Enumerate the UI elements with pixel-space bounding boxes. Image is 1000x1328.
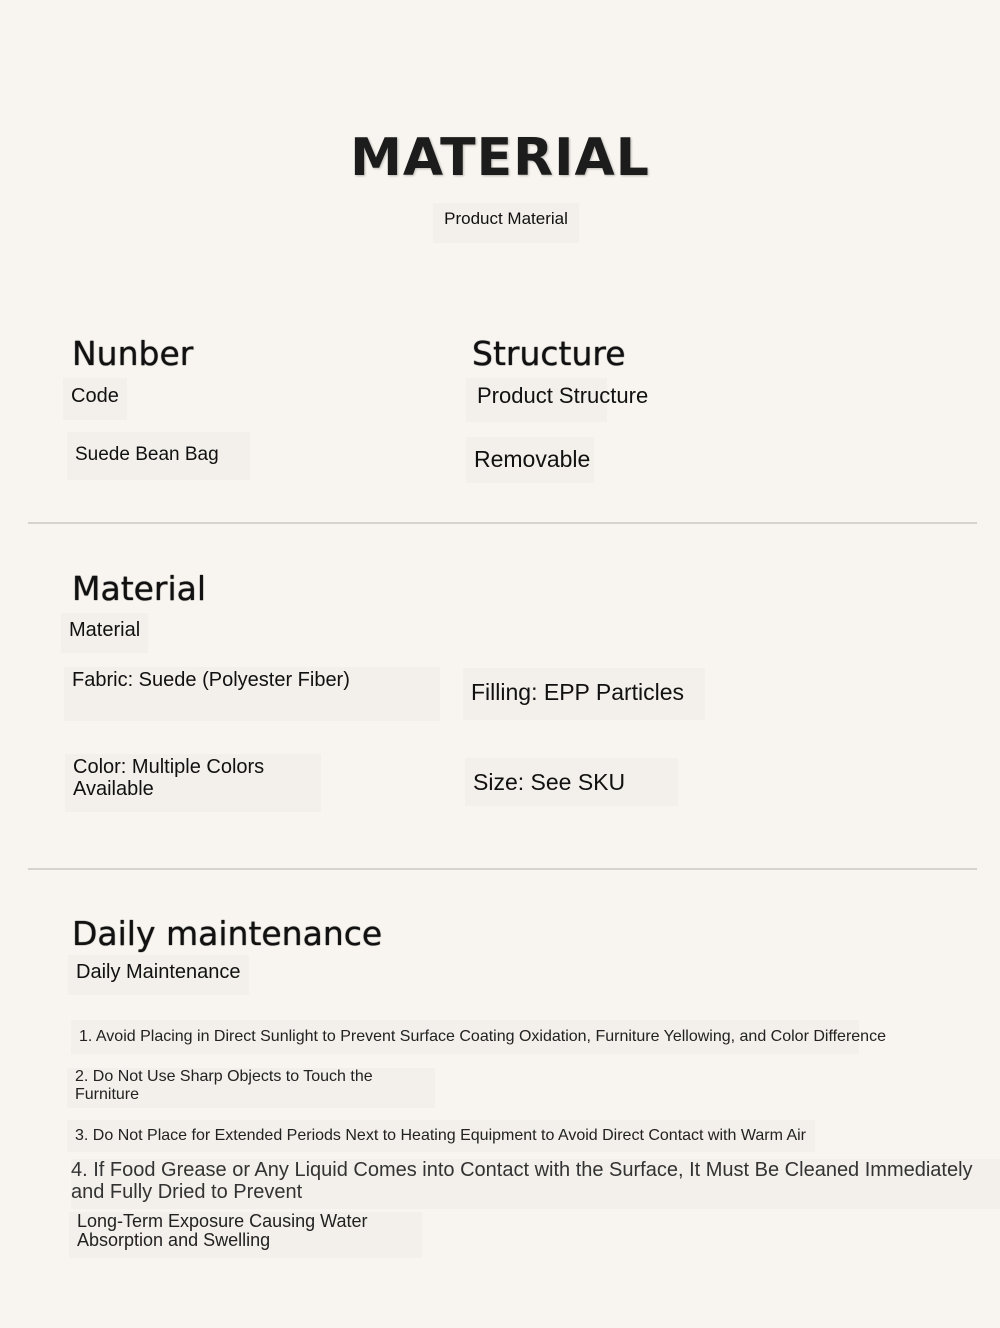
color-value: Color: Multiple Colors Available — [65, 754, 321, 812]
material-label: Material — [61, 613, 148, 653]
fabric-value: Fabric: Suede (Polyester Fiber) — [64, 667, 440, 721]
maintenance-item-2: 2. Do Not Use Sharp Objects to Touch the Furniture — [67, 1068, 435, 1108]
maintenance-item-1: 1. Avoid Placing in Direct Sunlight to Prevent Surface Coating Oxidation, Furniture Yellowing, and Color Difference — [71, 1020, 859, 1054]
maintenance-item-5: Long-Term Exposure Causing Water Absorption and Swelling — [69, 1212, 422, 1258]
maintenance-item-4 — [71, 1159, 1000, 1209]
size-value: Size: See SKU — [465, 758, 678, 806]
divider-2 — [28, 868, 977, 870]
maintenance-item-3: 3. Do Not Place for Extended Periods Next to Heating Equipment to Avoid Direct Contact with Warm Air — [67, 1120, 815, 1152]
structure-value: Removable — [466, 437, 594, 483]
page-subtitle: Product Material — [433, 203, 579, 243]
code-label: Code — [63, 378, 127, 420]
maintenance-heading: Daily maintenance — [72, 914, 383, 953]
maintenance-label: Daily Maintenance — [68, 955, 249, 995]
code-value: Suede Bean Bag — [67, 432, 250, 480]
page-title: MATERIAL — [350, 128, 650, 188]
filling-value: Filling: EPP Particles — [463, 668, 705, 720]
structure-label: Product Structure — [466, 378, 607, 422]
material-heading: Material — [72, 569, 207, 608]
number-heading: Nunber — [72, 334, 194, 373]
structure-heading: Structure — [472, 334, 626, 373]
maintenance-item-4-text: 4. If Food Grease or Any Liquid Comes into Contact with the Surface, It Must Be Cleaned Immediately and Fully Dried to Prevent — [71, 1159, 973, 1203]
divider-1 — [28, 522, 977, 524]
